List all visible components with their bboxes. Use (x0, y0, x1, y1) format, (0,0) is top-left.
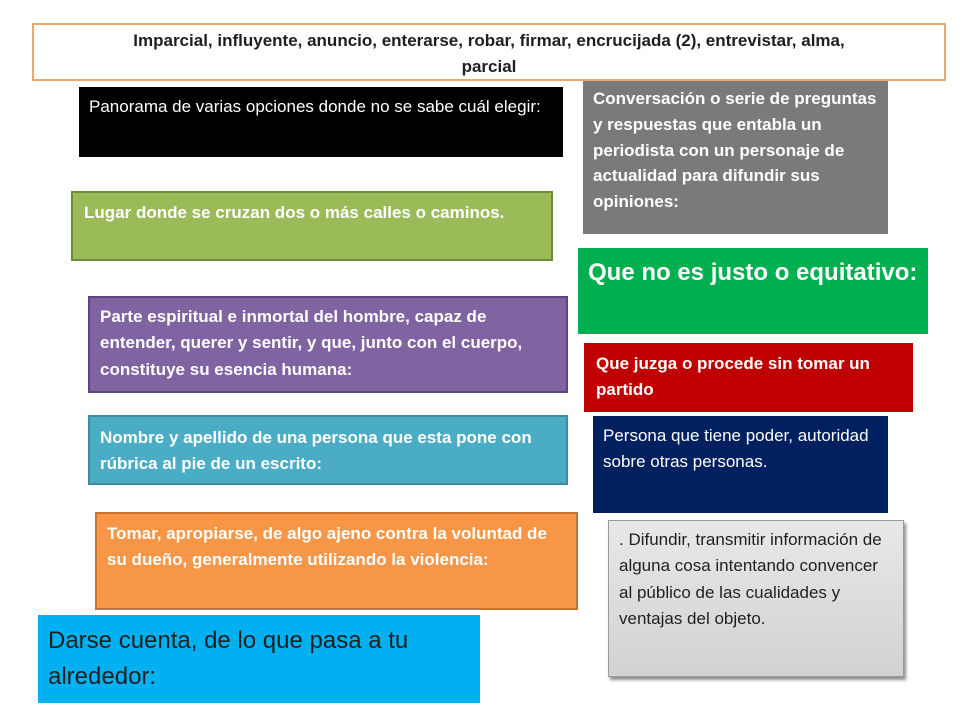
definition-conversacion: Conversación o serie de preguntas y respuestas que entabla un periodista con un personaje de actualidad para difundir sus opiniones: (583, 81, 888, 234)
definition-imparcial: Que juzga o procede sin tomar un partido (584, 343, 913, 412)
definition-lugar: Lugar donde se cruzan dos o más calles o caminos. (71, 191, 553, 261)
word-bank-line-1: Imparcial, influyente, anuncio, enterarse, robar, firmar, encrucijada (2), entrevistar, alma, (133, 31, 845, 50)
definition-panorama: Panorama de varias opciones donde no se sabe cuál elegir: (79, 87, 563, 157)
word-bank (32, 23, 946, 81)
definition-robar: Tomar, apropiarse, de algo ajeno contra la voluntad de su dueño, generalmente utilizando la violencia: (95, 512, 578, 610)
definition-espiritual: Parte espiritual e inmortal del hombre, capaz de entender, querer y sentir, y que, junto con el cuerpo, constituye su esencia humana: (88, 296, 568, 393)
definition-poder: Persona que tiene poder, autoridad sobre otras personas. (593, 416, 888, 513)
definition-injusto: Que no es justo o equitativo: (578, 248, 928, 334)
definition-firma: Nombre y apellido de una persona que esta pone con rúbrica al pie de un escrito: (88, 415, 568, 485)
word-bank-line-2: parcial (461, 56, 517, 76)
definition-anuncio: . Difundir, transmitir información de alguna cosa intentando convencer al público de las cualidades y ventajas del objeto. (608, 520, 904, 677)
definition-enterarse: Darse cuenta, de lo que pasa a tu alrededor: (38, 615, 480, 703)
